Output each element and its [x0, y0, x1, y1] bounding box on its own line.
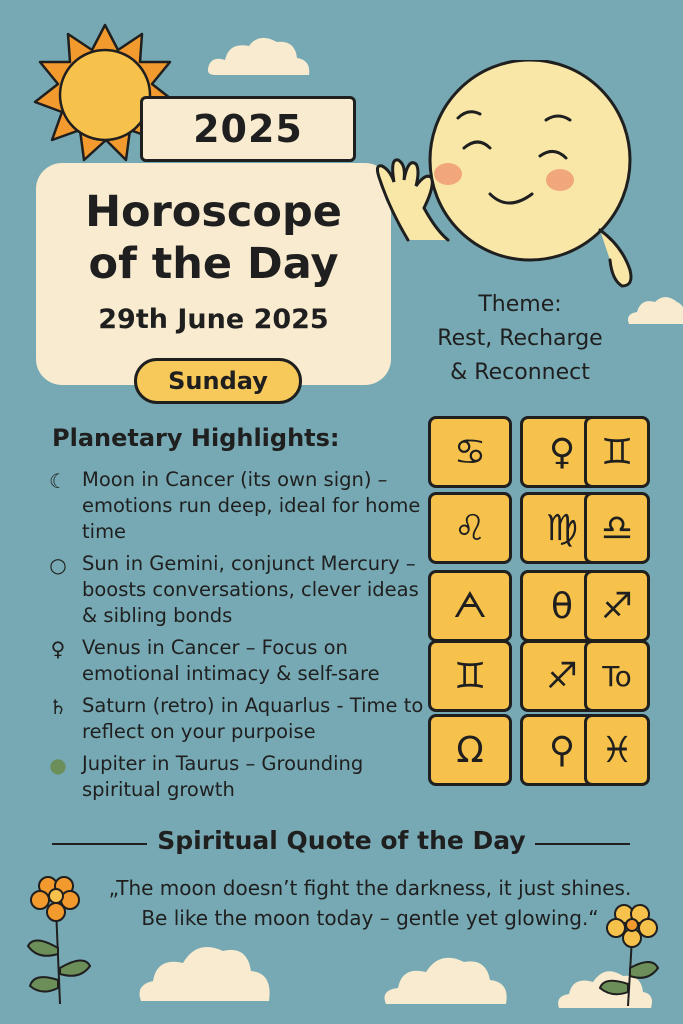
- quote-text: [80, 873, 660, 933]
- zodiac-tile-gemini-b: ♊: [428, 640, 512, 712]
- zodiac-tile-theta: θ: [520, 570, 604, 642]
- theme-line-2: & Reconnect: [450, 360, 590, 385]
- highlight-text: Sun in Gemini, conjunct Mercury – boosts conversations, clever ideas & sibling bonds: [82, 552, 419, 627]
- zodiac-tile-venus: ♀: [520, 416, 604, 488]
- year-label: 2025: [193, 107, 303, 151]
- zodiac-tile-aquarius: ᗅ: [428, 570, 512, 642]
- theme-block: [420, 288, 620, 390]
- zodiac-tile-to: To: [584, 640, 650, 712]
- flower-icon: [20, 868, 100, 1008]
- zodiac-tile-sagittarius-a: ♐: [584, 570, 650, 642]
- cloud-icon: [135, 935, 275, 1005]
- title-line-2: of the Day: [88, 239, 339, 289]
- year-ribbon: [140, 96, 356, 162]
- quote-line-2: Be like the moon today – gentle yet glowing.“: [141, 906, 599, 930]
- weekday-badge: [134, 358, 302, 404]
- saturn-symbol-icon: ♄: [49, 695, 67, 719]
- venus-symbol-icon: ♀: [50, 637, 66, 661]
- highlight-text: Jupiter in Taurus – Grounding spiritual growth: [82, 752, 364, 801]
- planetary-list: [46, 467, 426, 809]
- list-item: [46, 693, 426, 745]
- sun-symbol-icon: ○: [49, 553, 67, 577]
- theme-label: Theme:: [478, 292, 562, 317]
- zodiac-tile-omega: Ω: [428, 714, 512, 786]
- zodiac-tile-earth: ⚲: [520, 714, 604, 786]
- jupiter-symbol-icon: ●: [49, 753, 67, 777]
- zodiac-tile-virgo: ♍: [520, 492, 604, 564]
- highlight-text: Moon in Cancer (its own sign) – emotions run deep, ideal for home time: [82, 468, 421, 543]
- list-item: [46, 467, 426, 545]
- title-line-1: Horoscope: [85, 187, 342, 237]
- zodiac-tile-pisces: ♓: [584, 714, 650, 786]
- date-label: 29th June 2025: [98, 304, 329, 335]
- zodiac-tile-gemini: ♊: [584, 416, 650, 488]
- zodiac-tile-cancer: ♋: [428, 416, 512, 488]
- zodiac-tile-leo: ♌: [428, 492, 512, 564]
- list-item: [46, 751, 426, 803]
- weekday-label: Sunday: [168, 367, 268, 395]
- list-item: [46, 635, 426, 687]
- zodiac-tile-libra: ♎: [584, 492, 650, 564]
- highlight-text: Saturn (retro) in Aquarlus - Time to reflect on your purpoise: [82, 694, 424, 743]
- zodiac-tile-sagittarius-b: ♐: [520, 640, 604, 712]
- moon-character-icon: [360, 60, 650, 300]
- highlight-text: Venus in Cancer – Focus on emotional intimacy & self-sare: [82, 636, 380, 685]
- flower-icon: [592, 898, 672, 1008]
- planetary-heading: Planetary Highlights:: [52, 424, 340, 452]
- moon-symbol-icon: ☾: [49, 469, 67, 493]
- theme-line-1: Rest, Recharge: [437, 326, 603, 351]
- page-title: [36, 186, 391, 290]
- quote-line-1: „The moon doesn’t fight the darkness, it just shines.: [108, 876, 632, 900]
- cloud-icon: [380, 948, 510, 1008]
- quote-heading: Spiritual Quote of the Day: [157, 826, 526, 855]
- list-item: [46, 551, 426, 629]
- cloud-icon: [205, 30, 315, 80]
